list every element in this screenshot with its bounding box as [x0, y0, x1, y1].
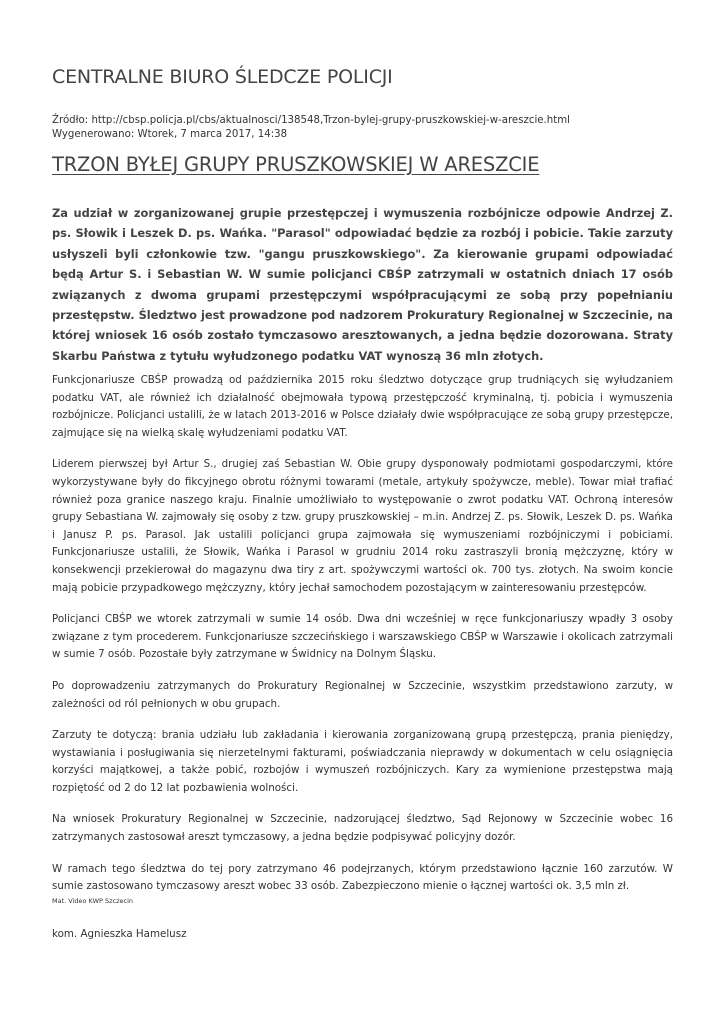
- media-caption: Mat. Video KWP Szczecin: [52, 896, 134, 905]
- article-lead: Za udział w zorganizowanej grupie przestępczej i wymuszenia rozbójnicze odpowie Andrzej Z. ps. Słowik i Leszek D. ps. Wańka. "Parasol" odpowiadać będzie za rozbój i pobicie. Takie zarzuty usłyszeli byli członkowie tzw. "gangu pruszkowskiego". Za kierowanie grupami odpowiadać będą Artur S. i Sebastian W. W sumie policjanci CBŚP zatrzymali w ostatnich dniach 17 osób związanych z dwoma grupami przestępczymi współpracującymi ze sobą przy popełnianiu przestępstw. Śledztwo jest prowadzone pod nadzorem Prokuratury Regionalnej w Szczecinie, na której wniosek 16 osób zostało tymczasowo aresztowanych, a jedna będzie dozorowana. Straty Skarbu Państwa z tytułu wyłudzonego podatku VAT wynoszą 36 mln złotych.: [52, 206, 673, 363]
- organization-title: CENTRALNE BIURO ŚLEDCZE POLICJI: [52, 66, 393, 88]
- body-paragraph: Liderem pierwszej był Artur S., drugiej zaś Sebastian W. Obie grupy dysponowały podmiotami gospodarczymi, które wykorzystywane były do fikcyjnego obrotu różnymi towarami (metale, artykuły spożywcze, meble). Towar miał trafiać również poza granice naszego kraju. Finalnie umożliwiało to występowanie o zwrot podatku VAT. Ochroną interesów grupy Sebastiana W. zajmowały się osoby z tzw. grupy pruszkowskiej – m.in. Andrzej Z. ps. Słowik, Leszek D. ps. Wańka i Janusz P. ps. Parasol. Jak ustalili policjanci grupa zajmowała się wymuszeniami rozbójniczymi i pobiciami. Funkcjonariusze ustalili, że Słowik, Wańka i Parasol w grudniu 2014 roku zastraszyli bronią mężczyznę, który w konsekwencji przekierował do magazynu dwa tiry z art. spożywczymi wartości ok. 700 tys. złotych. Na swoim koncie mają pobicie przypadkowego mężczyzny, który jechał samochodem pozostającym w zainteresowaniu przestępców.: [52, 458, 673, 594]
- body-paragraph: W ramach tego śledztwa do tej pory zatrzymano 46 podejrzanych, którym przedstawiono łącznie 160 zarzutów. W sumie zastosowano tymczasowy areszt wobec 33 osób. Zabezpieczono mienie o łącznej wartości ok. 3,5 mln zł.: [52, 862, 673, 893]
- source-url-line: Źródło: http://cbsp.policja.pl/cbs/aktualnosci/138548,Trzon-bylej-grupy-pruszkowskiej-w-areszcie.html: [52, 115, 570, 126]
- body-paragraph: Policjanci CBŚP we wtorek zatrzymali w sumie 14 osób. Dwa dni wcześniej w ręce funkcjonariuszy wpadły 3 osoby związane z tym procederem. Funkcjonariusze szczecińskiego i warszawskiego CBŚP w Warszawie i okolicach zatrzymali w sumie 7 osób. Pozostałe były zatrzymane w Świdnicy na Dolnym Śląsku.: [52, 613, 673, 661]
- body-paragraph: Zarzuty te dotyczą: brania udziału lub zakładania i kierowania zorganizowaną grupą przestępczą, prania pieniędzy, wystawiania i posługiwania się nierzetelnymi fakturami, poświadczania nieprawdy w dokumentach w celu osiągnięcia korzyści majątkowej, a także pobić, rozbojów i wymuszeń rozbójniczych. Kary za wymienione przestępstwa mają rozpiętość od 2 do 12 lat pozbawienia wolności.: [52, 729, 673, 794]
- body-paragraph: Funkcjonariusze CBŚP prowadzą od października 2015 roku śledztwo dotyczące grup trudniących się wyłudzaniem podatku VAT, ale również ich działalność obejmowała typową przestępczość kryminalną, tj. pobicia i wymuszenia rozbójnicze. Policjanci ustalili, że w latach 2013-2016 w Polsce działały dwie współpracujące ze sobą grupy przestępcze, zajmujące się na wielką skalę wyłudzeniami podatku VAT.: [52, 374, 673, 439]
- body-paragraph: Na wniosek Prokuratury Regionalnej w Szczecinie, nadzorującej śledztwo, Sąd Rejonowy w Szczecinie wobec 16 zatrzymanych zastosował areszt tymczasowy, a jedna będzie podpisywać policyjny dozór.: [52, 813, 673, 844]
- article-author: kom. Agnieszka Hamelusz: [52, 927, 187, 940]
- source-info: [52, 114, 570, 142]
- article-title: TRZON BYŁEJ GRUPY PRUSZKOWSKIEJ W ARESZCIE: [52, 153, 540, 176]
- article-body: [52, 372, 673, 957]
- body-paragraph: Po doprowadzeniu zatrzymanych do Prokuratury Regionalnej w Szczecinie, wszystkim przedstawiono zarzuty, w zależności od ról pełnionych w obu grupach.: [52, 679, 673, 710]
- generated-date-line: Wygenerowano: Wtorek, 7 marca 2017, 14:38: [52, 129, 288, 140]
